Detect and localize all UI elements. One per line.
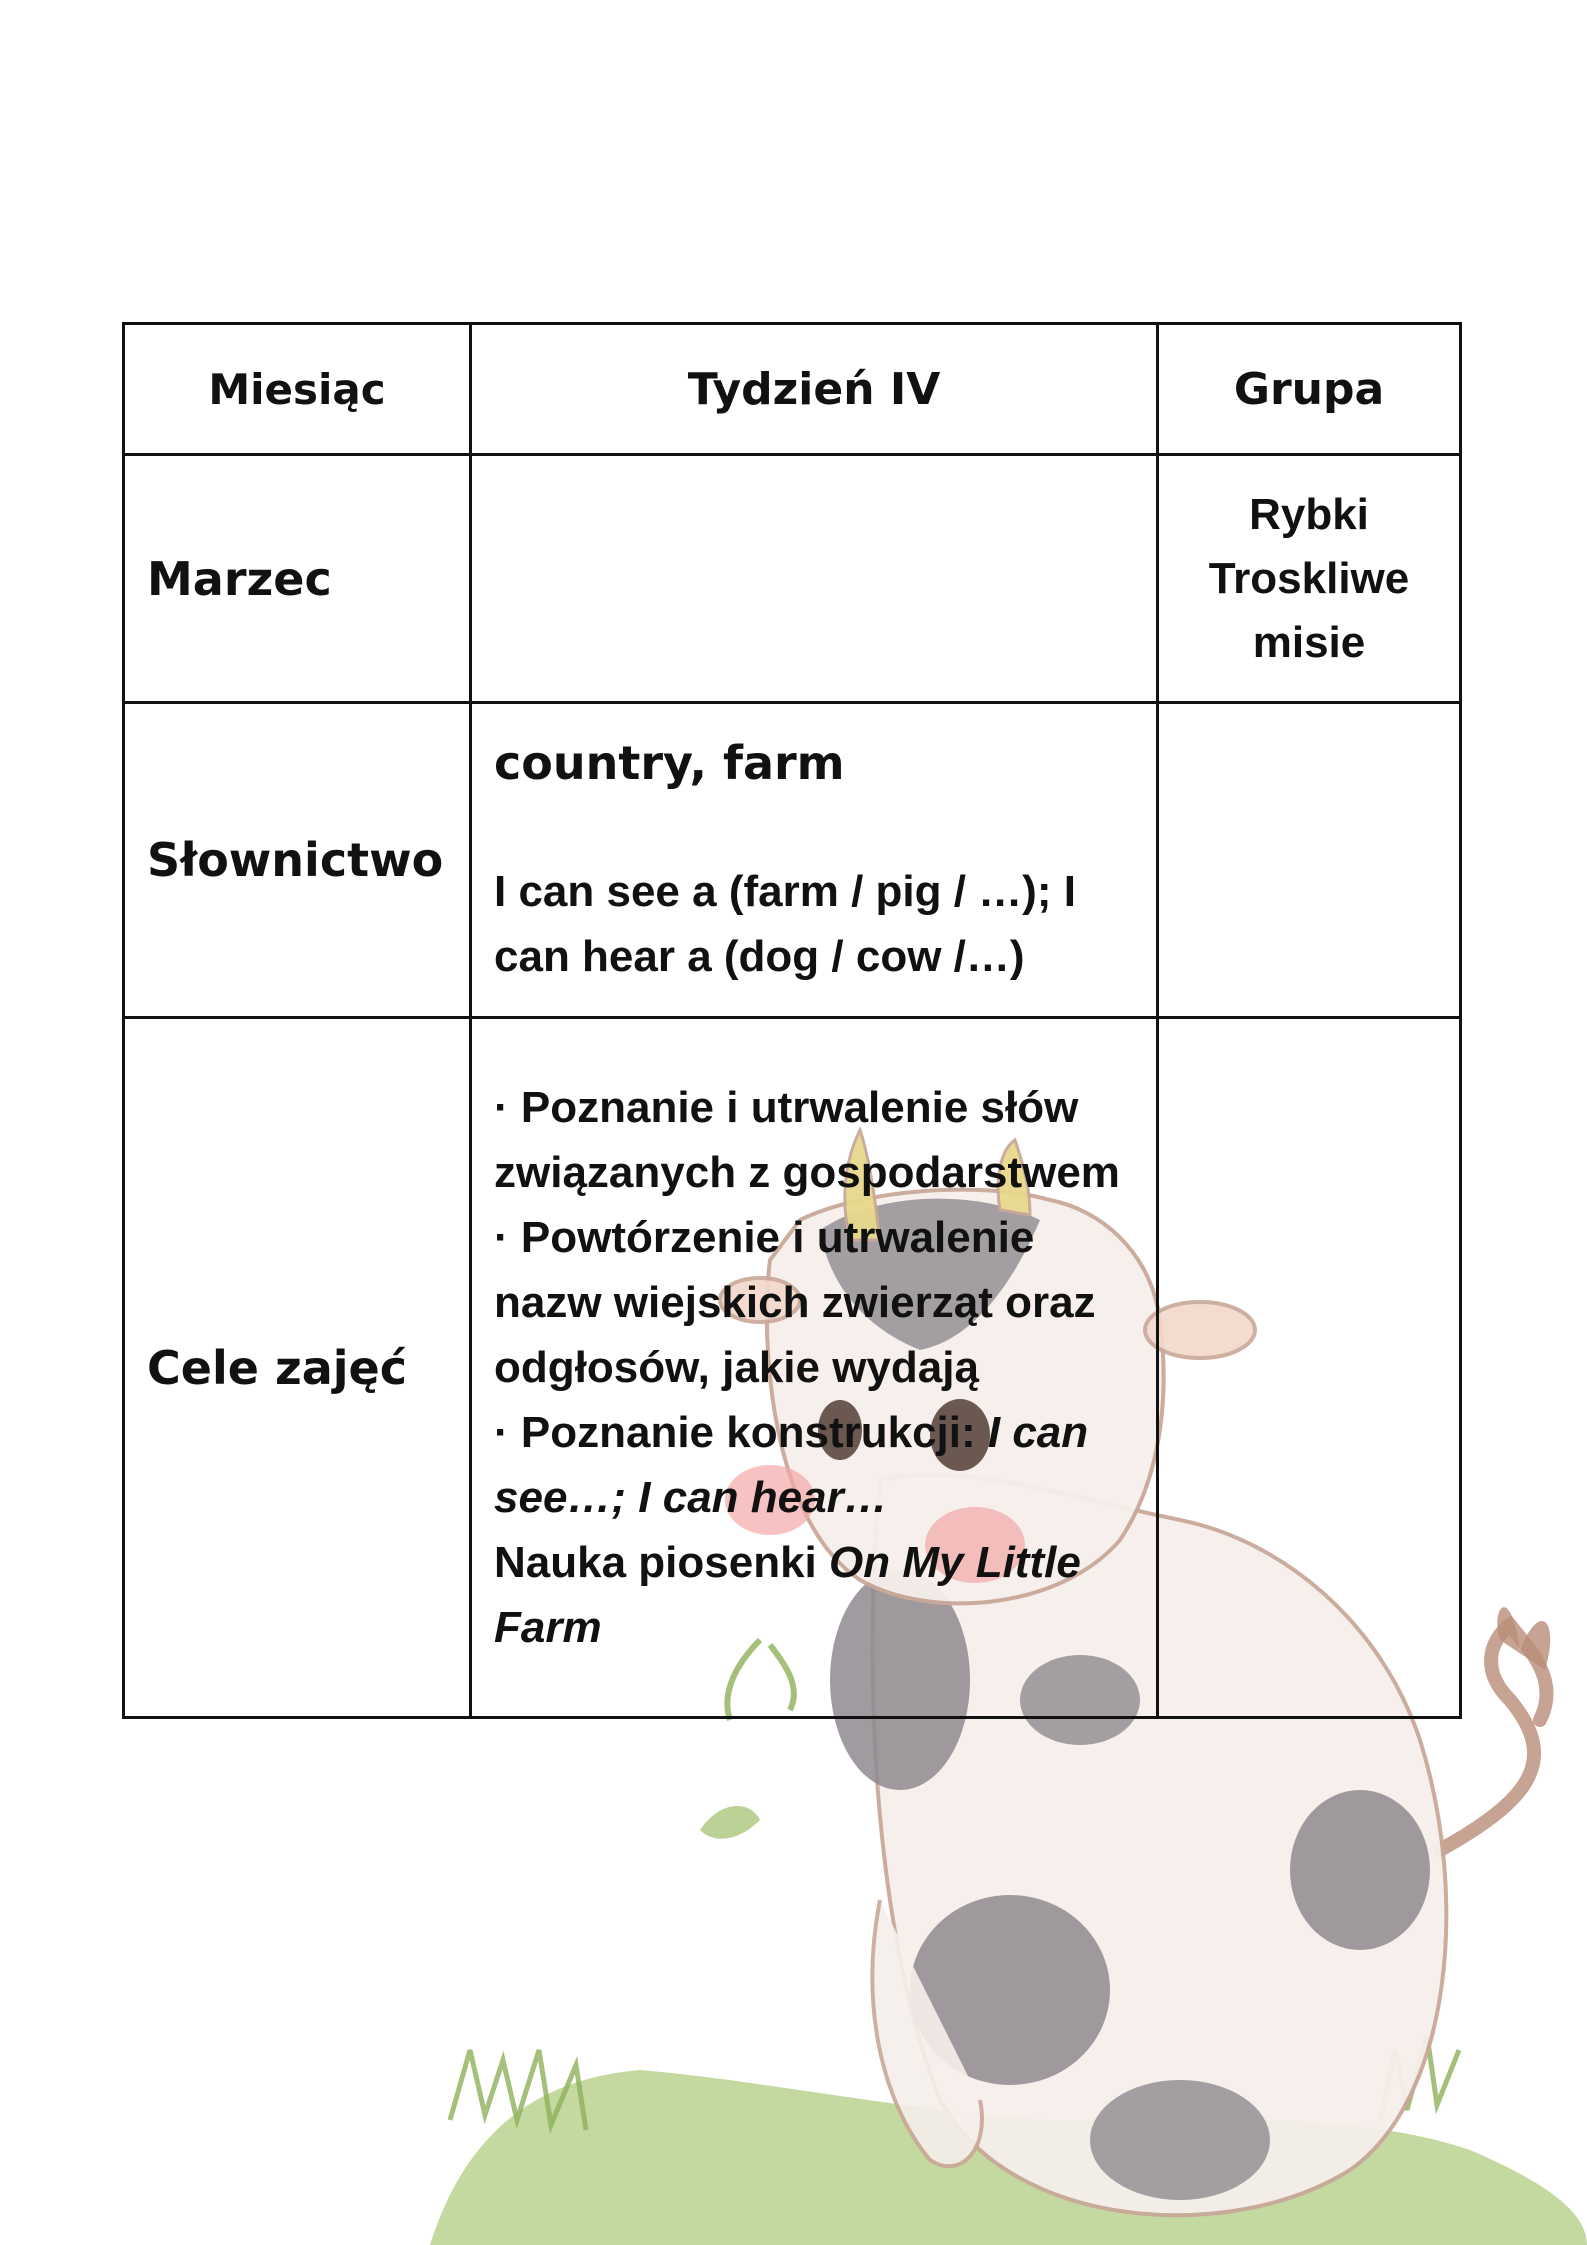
goals-label: Cele zajęć bbox=[147, 1340, 407, 1395]
lesson-plan-table bbox=[122, 322, 1462, 1719]
header-week bbox=[471, 324, 1158, 455]
goal-prefix: Nauka piosenki bbox=[494, 1538, 830, 1587]
vocabulary-words: country, farm bbox=[494, 736, 845, 790]
goal-item bbox=[494, 1530, 1134, 1660]
group-name-line: Troskliwe bbox=[1208, 553, 1410, 603]
vocabulary-empty-cell bbox=[1158, 703, 1461, 1018]
group-name-line: misie bbox=[1252, 617, 1366, 667]
header-month bbox=[124, 324, 471, 455]
goal-italic-phrase: I can see…; I can hear… bbox=[494, 1408, 1089, 1522]
header-group-label: Grupa bbox=[1233, 363, 1385, 415]
goals-label-cell bbox=[124, 1018, 471, 1718]
vocabulary-label-cell bbox=[124, 703, 471, 1018]
goal-item bbox=[494, 1400, 1134, 1530]
header-week-label: Tydzień IV bbox=[687, 363, 941, 415]
song-title: On My Little Farm bbox=[494, 1538, 1081, 1652]
table-row-month bbox=[124, 455, 1461, 703]
week-empty-cell bbox=[471, 455, 1158, 703]
goals-empty-cell bbox=[1158, 1018, 1461, 1718]
goal-prefix: · Poznanie konstrukcji: bbox=[494, 1408, 988, 1457]
header-month-label: Miesiąc bbox=[208, 364, 386, 414]
group-cell bbox=[1158, 455, 1461, 703]
table-row-goals bbox=[124, 1018, 1461, 1718]
group-name-line: Rybki bbox=[1249, 489, 1369, 539]
vocabulary-label: Słownictwo bbox=[147, 833, 444, 887]
month-value: Marzec bbox=[147, 551, 332, 606]
cow-spot bbox=[1090, 2080, 1270, 2200]
header-group bbox=[1158, 324, 1461, 455]
goal-item: · Powtórzenie i utrwalenie nazw wiejskich zwierząt oraz odgłosów, jakie wydają bbox=[494, 1213, 1096, 1392]
falling-leaf bbox=[700, 1806, 760, 1839]
table-row-vocabulary bbox=[124, 703, 1461, 1018]
vocabulary-phrases: I can see a (farm / pig / …); I can hear a (dog / cow /…) bbox=[494, 867, 1076, 981]
cow-spot bbox=[1290, 1790, 1430, 1950]
goal-item: · Poznanie i utrwalenie słów związanych z gospodarstwem bbox=[494, 1083, 1120, 1197]
table-header-row bbox=[124, 324, 1461, 455]
goals-content-cell bbox=[471, 1018, 1158, 1718]
month-cell bbox=[124, 455, 471, 703]
vocabulary-content-cell bbox=[471, 703, 1158, 1018]
